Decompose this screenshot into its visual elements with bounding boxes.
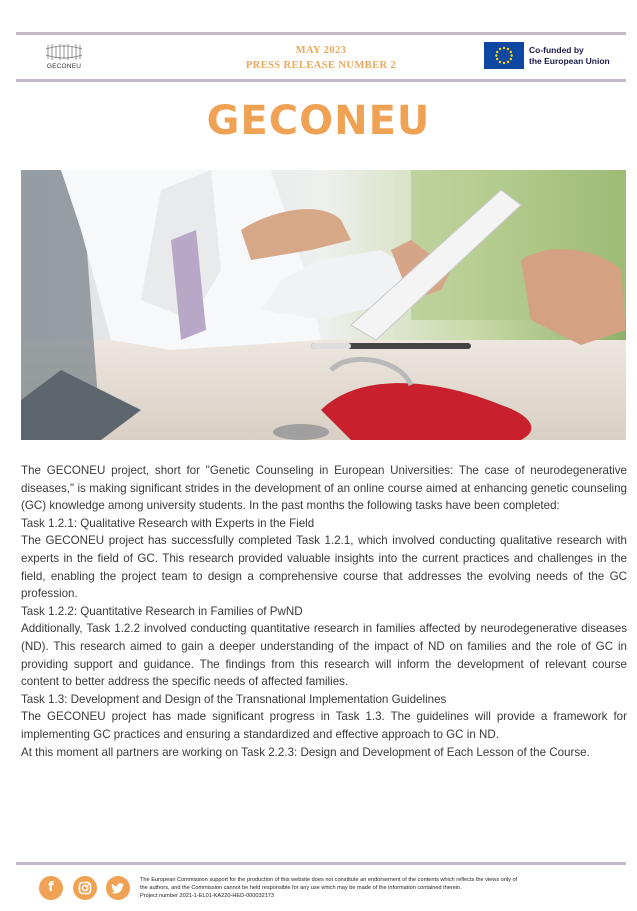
- task-3-paragraph: The GECONEU project has made significant progress in Task 1.3. The guidelines will provide a framework for implementing GC practices and ensuring a standardized and effective approach to GC in ND.: [21, 710, 627, 741]
- release-number: PRESS RELEASE NUMBER 2: [245, 60, 397, 71]
- twitter-icon[interactable]: [106, 876, 130, 900]
- eu-cofunded-badge: [484, 40, 624, 70]
- eu-funding-text: [529, 45, 610, 67]
- footer-rule: [16, 862, 626, 865]
- disclaimer-line-2: the authors, and the Commission cannot be held responsible for any use which may be made of the information contained therein.: [140, 885, 462, 891]
- disclaimer-line-1: The European Commission support for the production of this website does not constitute an endorsement of the contents which reflects the views only of: [140, 877, 518, 883]
- logo-label: GECONEU: [46, 63, 82, 70]
- task-3-heading: Task 1.3: Development and Design of the Transnational Implementation Guidelines: [21, 692, 447, 706]
- header: [16, 36, 626, 80]
- hero-photo: [21, 170, 626, 440]
- project-number: Project number 2021-1-EL01-KA220-HED-000032173: [140, 893, 275, 899]
- header-top-rule: [16, 32, 626, 35]
- facebook-icon[interactable]: f: [39, 876, 63, 900]
- instagram-icon[interactable]: [73, 876, 97, 900]
- eu-line-1: Co-funded by: [529, 45, 584, 55]
- closing-paragraph: At this moment all partners are working on Task 2.2.3: Design and Development of Each Lesson of the Course.: [21, 745, 590, 759]
- eu-flag-icon: [484, 42, 524, 69]
- eu-line-2: the European Union: [529, 56, 610, 66]
- page-title: GECONEU: [206, 98, 431, 144]
- footer-disclaimer: [140, 876, 620, 900]
- header-bottom-rule: [16, 79, 626, 82]
- article-body: [21, 462, 627, 761]
- task-1-paragraph: The GECONEU project has successfully completed Task 1.2.1, which involved conducting qualitative research with experts in the field of GC. This research provided valuable insights into the current practices and challenges in the field, enabling the project team to design a comprehensive course that addresses the evolving needs of the GC profession.: [21, 534, 627, 601]
- intro-paragraph: The GECONEU project, short for "Genetic Counseling in European Universities: The case of neurodegenerative diseases," is making significant strides in the development of an online course aimed at enhancing genetic counseling (GC) knowledge among university students. In the past months the following tasks have been completed:: [21, 464, 627, 513]
- task-2-heading: Task 1.2.2: Quantitative Research in Families of PwND: [21, 604, 303, 618]
- release-date: MAY 2023: [295, 45, 347, 56]
- task-2-paragraph: Additionally, Task 1.2.2 involved conducting quantitative research in families affected by neurodegenerative diseases (ND). This research aimed to gain a deeper understanding of the impact of ND on families and the role of GC in providing support and guidance. The findings from this research will inform the development of relevant course content to better address the specific needs of affected families.: [21, 622, 627, 689]
- task-1-heading: Task 1.2.1: Qualitative Research with Experts in the Field: [21, 516, 315, 530]
